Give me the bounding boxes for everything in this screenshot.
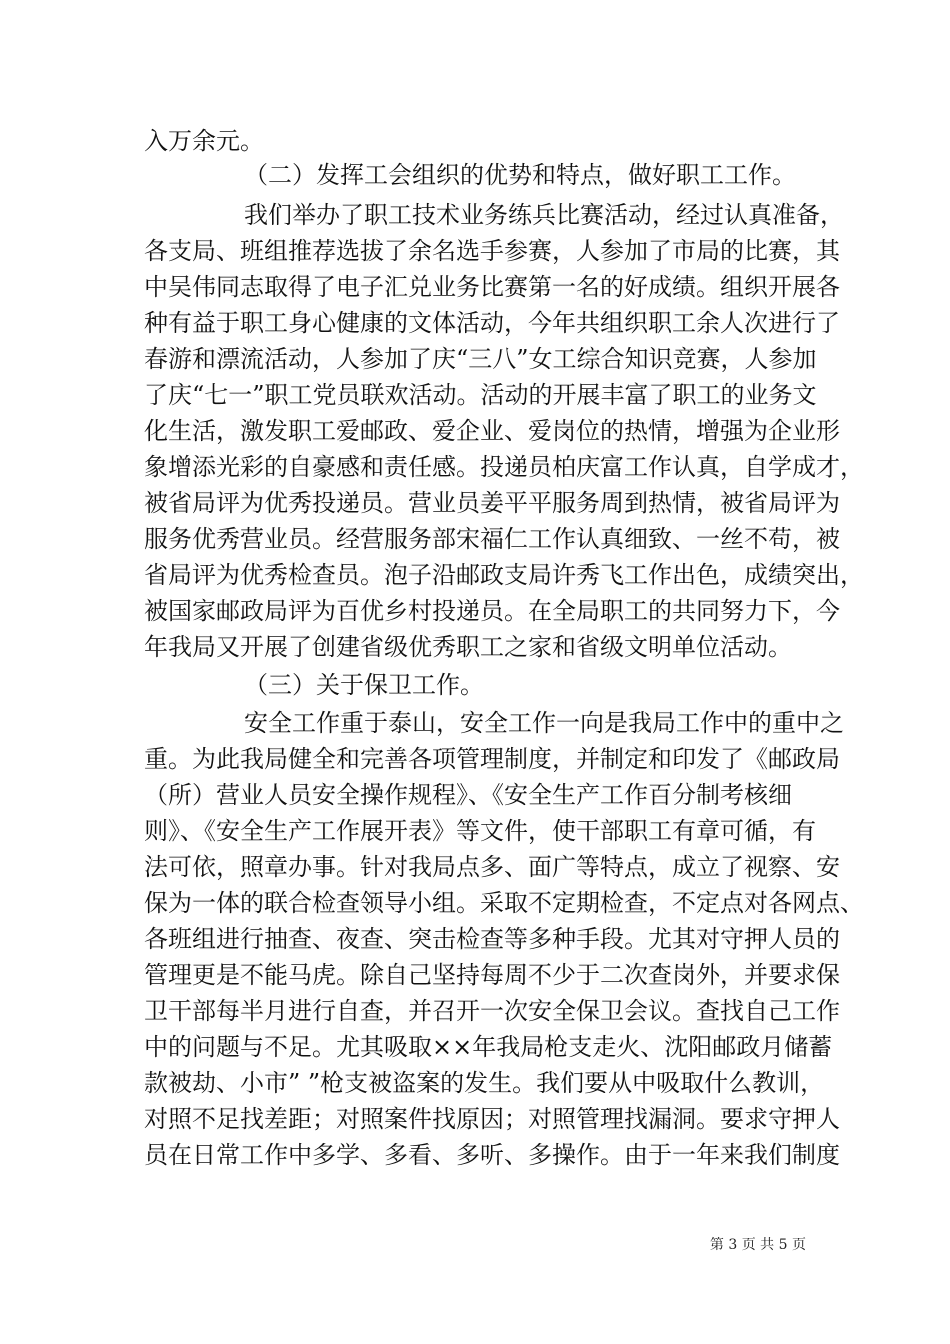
text-line: 中的问题与不足。尤其吸取××年我局枪支走火、沈阳邮政月储蓄 bbox=[144, 1033, 833, 1061]
text-line: 管理更是不能马虎。除自己坚持每周不少于二次查岗外，并要求保 bbox=[144, 961, 840, 989]
text-line: 法可依，照章办事。针对我局点多、面广等特点，成立了视察、安 bbox=[144, 853, 840, 881]
text-line: 重。为此我局健全和完善各项管理制度，并制定和印发了《邮政局 bbox=[144, 745, 840, 773]
text-line: 化生活，激发职工爱邮政、爱企业、爱岗位的热情，增强为企业形 bbox=[144, 417, 840, 445]
text-line: 省局评为优秀检查员。泡子沿邮政支局许秀飞工作出色，成绩突出， bbox=[144, 561, 864, 589]
text-line: 了庆“七一”职工党员联欢活动。活动的开展丰富了职工的业务文 bbox=[144, 381, 817, 409]
text-line: 各班组进行抽查、夜查、突击检查等多种手段。尤其对守押人员的 bbox=[144, 925, 840, 953]
text-line: 服务优秀营业员。经营服务部宋福仁工作认真细致、一丝不苟，被 bbox=[144, 525, 840, 553]
text-line: （所）营业人员安全操作规程》、《安全生产工作百分制考核细 bbox=[144, 781, 792, 809]
text-line: 春游和漂流活动，人参加了庆“三八”女工综合知识竞赛，人参加 bbox=[144, 345, 817, 373]
text-line: 对照不足找差距；对照案件找原因；对照管理找漏洞。要求守押人 bbox=[144, 1105, 840, 1133]
page-number: 第 3 页 共 5 页 bbox=[709, 1237, 806, 1253]
text-line: 各支局、班组推荐选拔了余名选手参赛，人参加了市局的比赛，其 bbox=[144, 237, 840, 265]
text-line: 则》、《安全生产工作展开表》等文件，使干部职工有章可循，有 bbox=[144, 817, 816, 845]
text-line: 员在日常工作中多学、多看、多听、多操作。由于一年来我们制度 bbox=[144, 1141, 840, 1169]
text-line: 安全工作重于泰山，安全工作一向是我局工作中的重中之 bbox=[244, 709, 844, 737]
text-line: 我们举办了职工技术业务练兵比赛活动，经过认真准备， bbox=[244, 201, 844, 229]
text-line: 入万余元。 bbox=[144, 127, 264, 155]
text-line: 年我局又开展了创建省级优秀职工之家和省级文明单位活动。 bbox=[144, 633, 792, 661]
section-heading: （三）关于保卫工作。 bbox=[244, 671, 484, 699]
text-line: 中吴伟同志取得了电子汇兑业务比赛第一名的好成绩。组织开展各 bbox=[144, 273, 840, 301]
text-line: 保为一体的联合检查领导小组。采取不定期检查，不定点对各网点、 bbox=[144, 889, 864, 917]
text-line: 被国家邮政局评为百优乡村投递员。在全局职工的共同努力下，今 bbox=[144, 597, 840, 625]
text-line: 象增添光彩的自豪感和责任感。投递员柏庆富工作认真，自学成才， bbox=[144, 453, 864, 481]
text-line: 被省局评为优秀投递员。营业员姜平平服务周到热情，被省局评为 bbox=[144, 489, 840, 517]
text-line: 种有益于职工身心健康的文体活动，今年共组织职工余人次进行了 bbox=[144, 309, 840, 337]
section-heading: （二）发挥工会组织的优势和特点，做好职工工作。 bbox=[244, 161, 796, 189]
text-line: 卫干部每半月进行自查，并召开一次安全保卫会议。查找自己工作 bbox=[144, 997, 840, 1025]
text-line: 款被劫、小市” ”枪支被盗案的发生。我们要从中吸取什么教训， bbox=[144, 1069, 825, 1097]
